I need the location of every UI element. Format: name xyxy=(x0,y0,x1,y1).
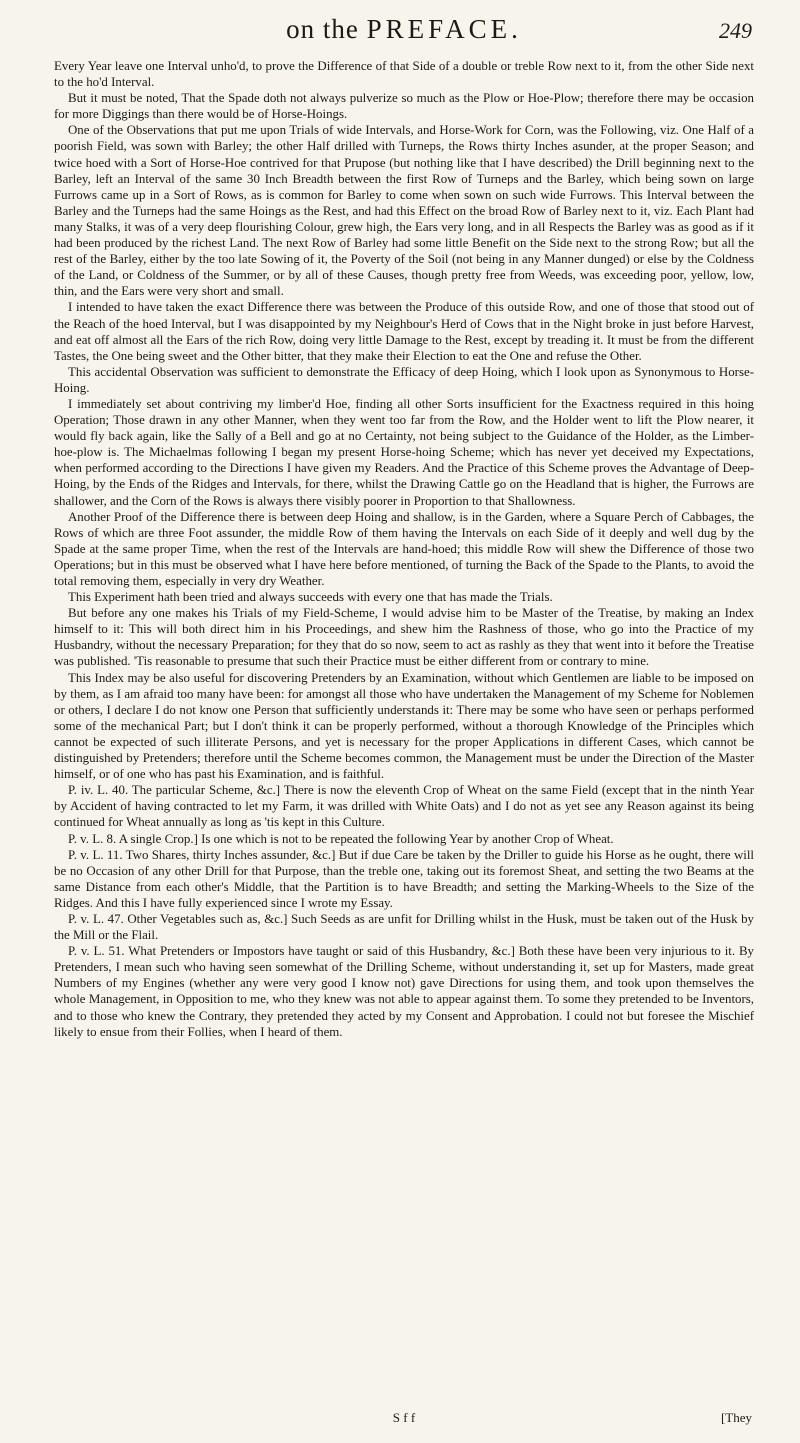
page-header xyxy=(54,0,754,58)
paragraph: This Experiment hath been tried and always succeeds with every one that has made the Trials. xyxy=(68,590,553,605)
paragraph: Another Proof of the Difference there is between deep Hoing and shallow, is in the Garden, where a Square Perch of Cabbages, the Rows of which are three Foot assunder, the middle Row of them having the Intervals on each Side of it deeply and well dug by the Spade at the same proper Time, when the rest of the Intervals are hand-hoed; this middle Row will shew the Difference of those two Operations; but in this must be observed what I have here before mentioned, of turning the Back of the Spade to the Plants, to avoid the total removing them, especially in very dry Weather. xyxy=(54,509,754,588)
catchword: [They xyxy=(720,1410,752,1425)
running-head-pre: on the xyxy=(286,14,367,44)
body-text xyxy=(54,58,754,1040)
paragraph: I immediately set about contriving my limber'd Hoe, finding all other Sorts insufficient for the Exactness required in this hoing Operation; Those drawn in any other Manner, when they went too far from the Row, and the Holder went to lift the Plow nearer, it would fly back again, like the Sally of a Bell and go at no Certainty, not being subject to the Guidance of the Holder, as the Limber-hoe-plow is. The Michaelmas following I began my present Horse-hoing Scheme; which has never yet deceived my Expectations, when performed according to the Directions I have given my Readers. And the Practice of this Scheme proves the Advantage of Deep-Hoing, by the Ends of the Ridges and Intervals, for there, whilst the Drawing Cattle go on the Headland that is higher, the Furrows are shallower, and the Corn of the Rows is always there visibly poorer in Proportion to that Shallowness. xyxy=(54,396,754,508)
paragraph: Every Year leave one Interval unho'd, to prove the Difference of that Side of a double or treble Row next to it, from the other Side next to the ho'd Interval. xyxy=(54,59,754,90)
running-head xyxy=(54,14,754,45)
signature-mark: S f f xyxy=(392,1410,416,1425)
paragraph: But before any one makes his Trials of my Field-Scheme, I would advise him to be Master of the Treatise, by making an Index himself to it: This will both direct him in his Proceedings, and shew him the Rashness of those, who go into the Practice of my Husbandry, without the necessary Preparation; for they that do so now, seem to act as rashly as they that went into it before the Treatise was published. 'Tis reasonable to presume that such their Practice must be either different from or contrary to mine. xyxy=(54,606,754,669)
paragraph: This accidental Observation was sufficient to demonstrate the Efficacy of deep Hoing, which I look upon as Synonymous to Horse-Hoing. xyxy=(54,364,754,395)
paragraph: I intended to have taken the exact Difference there was between the Produce of this outside Row, and one of those that stood out of the Reach of the hoed Interval, but I was disappointed by my Neighbour's Herd of Cows that in the Night broke in just before Harvest, and eat off almost all the Ears of the rich Row, doing very little Damage to the Rest, except by treading it. It must be from the different Tastes, the One being sweet and the Other bitter, that they make their Election to eat the One and refuse the Other. xyxy=(54,300,754,363)
paragraph: One of the Observations that put me upon Trials of wide Intervals, and Horse-Work for Corn, was the Following, viz. One Half of a poorish Field, was sown with Barley; the other Half drilled with Turneps, the Rows thirty Inches asunder, at the proper Season; and twice hoed with a Sort of Horse-Hoe contrived for that Prupose (but nothing like that I have described) the Drill beginning next to the Barley, left an Interval of the same 30 Inch Breadth between the first Row of Turneps and the Barley, which being sown on large Furrows came up in a Sort of Rows, as is common for Barley to come when sown on such wide Furrows. This Interval between the Barley and the Turneps had the same Hoings as the Rest, and had this Effect on the broad Row of Barley next to it, viz. Each Plant had many Stalks, it was of a very deep flourishing Colour, grew high, the Ears very long, and in all Respects the Barley was as good as if it had been produced by the richest Land. The next Row of Barley had some little Benefit on the Side next to the strong Row; but all the rest of the Barley, either by the too late Sowing of it, the Poverty of the Soil (not being in any Manner dunged) or else by the Coldness of the Land, or Coldness of the Summer, or by all of these Causes, though pretty free from Weeds, was exceeding poor, yellow, low, thin, and the Ears were very short and small. xyxy=(54,123,754,299)
paragraph: P. v. L. 8. A single Crop.] Is one which is not to be repeated the following Year by another Crop of Wheat. xyxy=(68,831,614,846)
paragraph: But it must be noted, That the Spade doth not always pulverize so much as the Plow or Hoe-Plow; therefore there may be occasion for more Diggings than there would be of Horse-Hoings. xyxy=(54,91,754,122)
paragraph: P. iv. L. 40. The particular Scheme, &c.] There is now the eleventh Crop of Wheat on the same Field (except that in the ninth Year by Accident of having contracted to let my Farm, it was drilled with White Oats) and I do not as yet see any Reason against its being continued for Wheat annually as long as 'tis kept in this Culture. xyxy=(54,783,754,830)
page-number: 249 xyxy=(719,18,752,43)
paragraph: P. v. L. 11. Two Shares, thirty Inches assunder, &c.] But if due Care be taken by the Driller to guide his Horse as he ought, there will be no Occasion of any other Drill for that Purpose, than the treble one, taking out its foremost Sheat, and setting the two Beams at the same Distance from each other's Middle, that the Partition is to have Breadth; and setting the Marking-Wheels to the Size of the Ridges. And this I have fully experienced since I wrote my Essay. xyxy=(54,847,754,910)
paragraph: P. v. L. 51. What Pretenders or Impostors have taught or said of this Husbandry, &c.] Both these have been very injurious to it. By Pretenders, I mean such who having seen somewhat of the Drilling Scheme, without understanding it, set up for Masters, made great Numbers of my Engines (whether any were very good I know not) gave Directions for using them, and took upon themselves the whole Management, in Opposition to me, who they knew was not able to appear against them. To some they pretended to be Inventors, and to those who knew the Contrary, they pretended they acted by my Consent and Approbation. I could not but foresee the Mischief likely to ensue from their Follies, when I heard of them. xyxy=(54,944,754,1039)
paragraph: This Index may be also useful for discovering Pretenders by an Examination, without which Gentlemen are liable to be imposed on by them, as I am afraid too many have been: for amongst all those who have undertaken the Management of my Scheme for Noblemen or others, I declare I do not know one Person that sufficiently understands it: There may be some who have seen or perhaps performed some of the mechanical Part; but I don't think it can be properly performed, without a thorough Knowledge of the Principles which cannot be expected of such illiterate Persons, and yet is necessary for the proper Applications in different Cases, which cannot be distinguished by Pretenders; therefore until the Scheme becomes common, the Management must be under the Direction of the Master himself, or of one who has past his Examination, and is faithful. xyxy=(54,670,754,782)
paragraph: P. v. L. 47. Other Vegetables such as, &c.] Such Seeds as are unfit for Drilling whilst in the Husk, must be taken out of the Husk by the Mill or the Flail. xyxy=(54,911,754,943)
page-footer xyxy=(54,1410,754,1430)
running-head-caps: PREFACE. xyxy=(366,14,522,44)
